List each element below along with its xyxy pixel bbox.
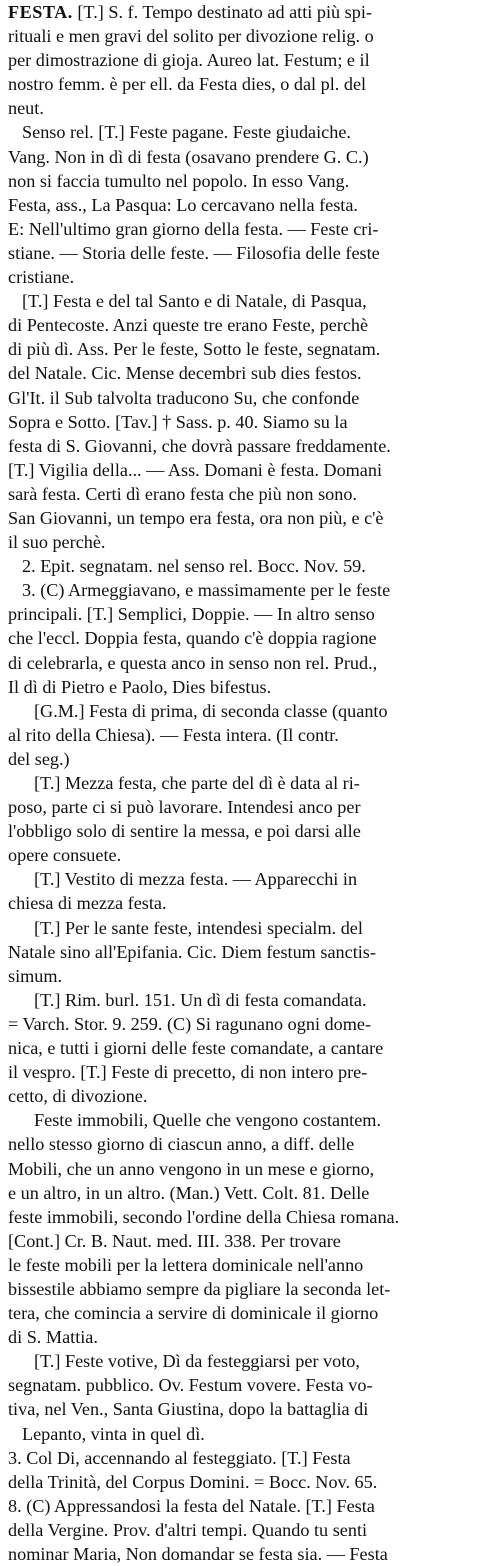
entry-line: di Pentecoste. Anzi queste tre erano Feste, perchè: [8, 315, 369, 336]
entry-line: [Cont.] Cr. B. Naut. med. III. 338. Per trovare: [8, 1230, 341, 1251]
entry-line: [G.M.] Festa di prima, di seconda classe (quanto: [34, 700, 388, 721]
entry-line: San Giovanni, un tempo era festa, ora non più, e c'è: [8, 507, 384, 528]
entry-line: poso, parte ci si può lavorare. Intendesi anco per: [8, 797, 361, 818]
entry-line: Festa, ass., La Pasqua: Lo cercavano nella festa.: [8, 194, 358, 215]
entry-line: 3. Col Di, accennando al festeggiato. [T.] Festa: [8, 1447, 351, 1468]
entry-line: segnatam. pubblico. Ov. Festum vovere. Festa vo-: [8, 1375, 373, 1396]
entry-line: Vang. Non in dì di festa (osavano prendere G. C.): [8, 146, 369, 167]
entry-line: Il dì di Pietro e Paolo, Dies bifestus.: [8, 676, 272, 697]
entry-line: 2. Epit. segnatam. nel senso rel. Bocc. Nov. 59.: [22, 556, 366, 577]
entry-line: della Vergine. Prov. d'altri tempi. Quando tu senti: [8, 1519, 368, 1540]
entry-line: principali. [T.] Semplici, Doppie. — In altro senso: [8, 604, 375, 625]
headword: FESTA.: [8, 2, 73, 22]
entry-line: [T.] Feste votive, Dì da festeggiarsi per voto,: [34, 1351, 360, 1372]
entry-line: non si faccia tumulto nel popolo. In esso Vang.: [8, 170, 350, 191]
entry-line: opere consuete.: [8, 845, 122, 866]
entry-line: [T.] Mezza festa, che parte del dì è data al ri-: [34, 773, 360, 793]
entry-line: nello stesso giorno di ciascun anno, a diff. delle: [8, 1134, 355, 1155]
entry-line: neut.: [8, 98, 44, 119]
entry-line: cristiane.: [8, 267, 75, 288]
entry-line: Lepanto, vinta in quel dì.: [22, 1423, 205, 1444]
entry-line: Mobili, che un anno vengono in un mese e giorno,: [8, 1158, 375, 1179]
entry-line: nominar Maria, Non domandar se festa sia. — Festa: [8, 1544, 388, 1564]
entry-line: 8. (C) Appressandosi la festa del Natale. [T.] Festa: [8, 1495, 375, 1516]
entry-line: = Varch. Stor. 9. 259. (C) Si ragunano ogni dome-: [8, 1013, 372, 1034]
entry-line: l'obbligo solo di sentire la messa, e poi darsi alle: [8, 821, 361, 842]
entry-line: al rito della Chiesa). — Festa intera. (Il contr.: [8, 724, 339, 745]
entry-line: per dimostrazione di gioja. Aureo lat. Festum; e il: [8, 50, 370, 71]
entry-line: e un altro, in un altro. (Man.) Vett. Colt. 81. Delle: [8, 1182, 370, 1203]
headword-line: FESTA. [T.] S. f. Tempo destinato ad atti più spi-: [8, 2, 372, 22]
entry-line: tiva, nel Ven., Santa Giustina, dopo la battaglia di: [8, 1399, 369, 1420]
entry-line: chiesa di mezza festa.: [8, 893, 167, 914]
entry-line: Feste immobili, Quelle che vengono costantem.: [34, 1110, 382, 1131]
entry-line: [T.] Festa e del tal Santo e di Natale, di Pasqua,: [22, 291, 367, 312]
entry-line: rituali e men gravi del solito per divozione relig. o: [8, 26, 374, 47]
entry-line: sarà festa. Certi dì erano festa che più non sono.: [8, 483, 357, 504]
entry-line: di più dì. Ass. Per le feste, Sotto le feste, segnatam.: [8, 339, 381, 360]
entry-line: nostro femm. è per ell. da Festa dies, o dal pl. del: [8, 74, 367, 95]
entry-line: cetto, di divozione.: [8, 1086, 148, 1107]
entry-line: [T.] Vigilia della... — Ass. Domani è festa. Domani: [8, 459, 383, 480]
entry-line: festa di S. Giovanni, che dovrà passare freddamente.: [8, 435, 391, 456]
entry-line: Natale sino all'Epifania. Cic. Diem festum sanctis-: [8, 941, 376, 962]
entry-line: di S. Mattia.: [8, 1327, 98, 1348]
entry-line: Senso rel. [T.] Feste pagane. Feste giudaiche.: [22, 122, 351, 143]
entry-line: feste immobili, secondo l'ordine della Chiesa romana.: [8, 1206, 400, 1227]
entry-line: [T.] Per le sante feste, intendesi specialm. del: [34, 917, 363, 938]
entry-line: il suo perchè.: [8, 532, 106, 553]
entry-line: nica, e tutti i giorni delle feste comandate, a cantare: [8, 1038, 384, 1059]
entry-line: Gl'It. il Sub talvolta traducono Su, che confonde: [8, 387, 360, 408]
entry-line: simum.: [8, 965, 63, 986]
entry-line: di celebrarla, e questa anco in senso non rel. Prud.,: [8, 652, 378, 673]
entry-line: il vespro. [T.] Feste di precetto, di non intero pre-: [8, 1062, 368, 1083]
entry-line: 3. (C) Armeggiavano, e massimamente per le feste: [22, 580, 391, 601]
entry-line: stiane. — Storia delle feste. — Filosofia delle feste: [8, 242, 380, 263]
entry-line: le feste mobili per la lettera dominicale nell'anno: [8, 1254, 364, 1275]
entry-line: tera, che comincia a servire di dominicale il giorno: [8, 1303, 379, 1324]
entry-line: Sopra e Sotto. [Tav.] † Sass. p. 40. Siamo su la: [8, 411, 348, 432]
entry-line: [T.] Rim. burl. 151. Un dì di festa comandata.: [34, 989, 367, 1010]
entry-line: [T.] Vestito di mezza festa. — Apparecchi in: [34, 869, 358, 890]
entry-text: [8, 0, 469, 1566]
entry-line: della Trinità, del Corpus Domini. = Bocc. Nov. 65.: [8, 1471, 378, 1492]
entry-line: del seg.): [8, 748, 70, 769]
entry-line: bissestile abbiamo sempre da pigliare la seconda let-: [8, 1278, 391, 1299]
entry-line: del Natale. Cic. Mense decembri sub dies festos.: [8, 363, 362, 384]
entry-line: che l'eccl. Doppia festa, quando c'è doppia ragione: [8, 628, 377, 649]
entry-line: E: Nell'ultimo gran giorno della festa. — Feste cri-: [8, 218, 379, 239]
